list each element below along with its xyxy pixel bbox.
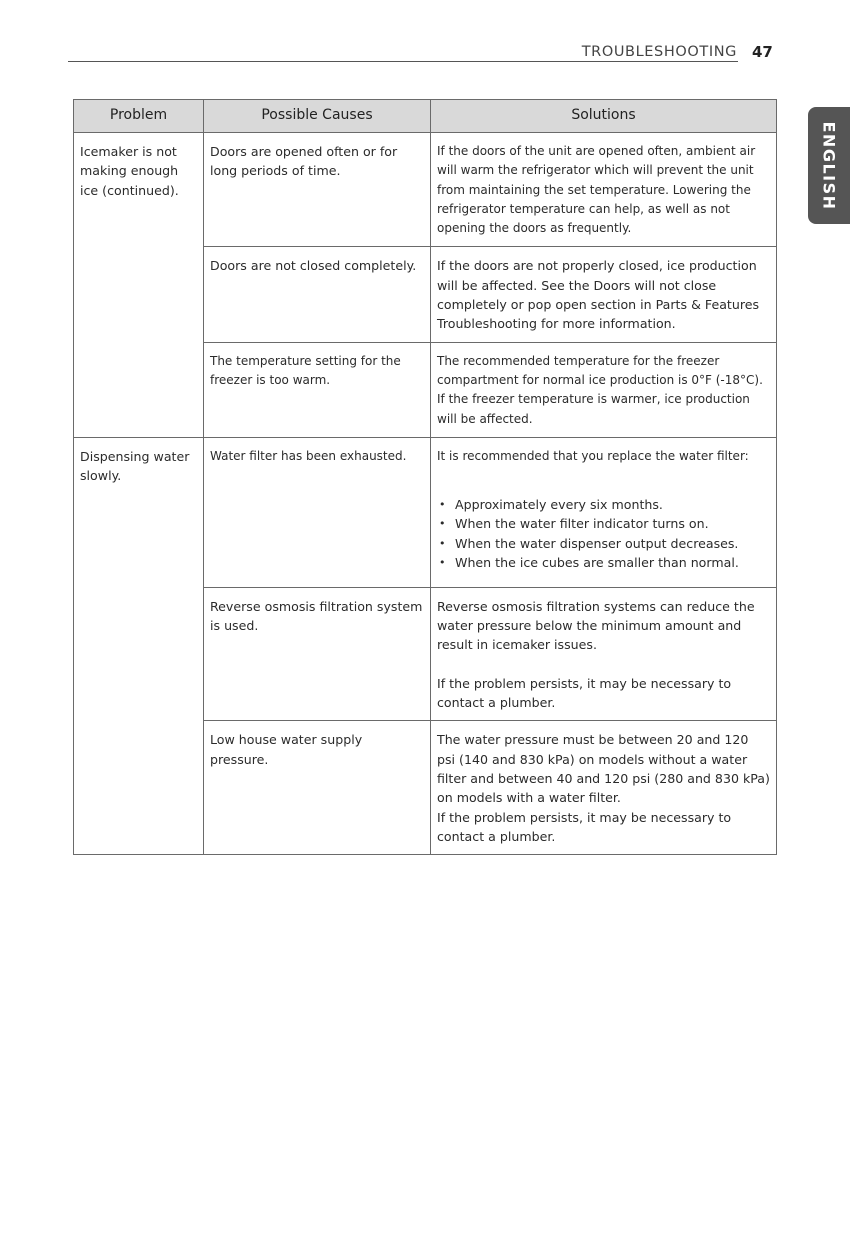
solution-text: The recommended temperature for the freezer compartment for normal ice production is 0°F (-18°C). If the freezer temperature is warmer, ice production will be affected. [437, 353, 763, 426]
solution-text: Reverse osmosis filtration systems can reduce the water pressure below the minimum amount and result in icemaker issues. [437, 598, 755, 653]
problem-cell: Dispensing water slowly. [74, 437, 204, 854]
list-item: • When the ice cubes are smaller than normal. [437, 553, 770, 572]
list-item: • Approximately every six months. [437, 495, 770, 514]
solution-cell [431, 587, 777, 720]
solution-text: The water pressure must be between 20 and 120 psi (140 and 830 kPa) on models without a water filter and between 40 and 120 psi (280 and 830 kPa) on models with a water filter. [437, 732, 770, 806]
page-number: 47 [752, 43, 773, 61]
cause-cell: Reverse osmosis filtration system is used. [204, 587, 431, 720]
troubleshooting-table [73, 99, 777, 855]
column-header-solutions: Solutions [431, 100, 777, 133]
solution-cell [431, 133, 777, 247]
list-item: • When the water filter indicator turns on. [437, 514, 770, 533]
table-row [74, 133, 777, 247]
table-row [74, 437, 777, 587]
language-tab [808, 107, 850, 224]
cause-cell: Doors are not closed completely. [204, 247, 431, 342]
language-tab-label: ENGLISH [819, 120, 839, 211]
cause-cell: Doors are opened often or for long periods of time. [204, 133, 431, 247]
solution-cell [431, 721, 777, 855]
cause-cell: Low house water supply pressure. [204, 721, 431, 855]
list-item: • When the water dispenser output decreases. [437, 534, 770, 553]
cause-cell: The temperature setting for the freezer is too warm. [204, 342, 431, 437]
solution-text: If the doors of the unit are opened often, ambient air will warm the refrigerator which will prevent the unit from maintaining the set temperature. Lowering the refrigerator temperature can help, as well as not opening the doors as frequently. [437, 144, 756, 236]
solution-cell [431, 437, 777, 587]
header-divider [68, 61, 738, 62]
column-header-problem: Problem [74, 100, 204, 133]
solution-cell [431, 342, 777, 437]
solution-intro: It is recommended that you replace the water filter: [437, 448, 749, 463]
cause-cell: Water filter has been exhausted. [204, 437, 431, 587]
solution-cell [431, 247, 777, 342]
table-header-row [74, 100, 777, 133]
section-title: TROUBLESHOOTING [581, 44, 737, 60]
solution-text: If the problem persists, it may be necessary to contact a plumber. [437, 675, 732, 711]
problem-cell: Icemaker is not making enough ice (continued). [74, 133, 204, 438]
solution-text: If the problem persists, it may be necessary to contact a plumber. [437, 809, 732, 844]
replacement-list [437, 495, 770, 572]
solution-text: If the doors are not properly closed, ice production will be affected. See the Doors will not close completely or pop open section in Parts & Features Troubleshooting for more information. [437, 258, 760, 332]
column-header-causes: Possible Causes [204, 100, 431, 133]
